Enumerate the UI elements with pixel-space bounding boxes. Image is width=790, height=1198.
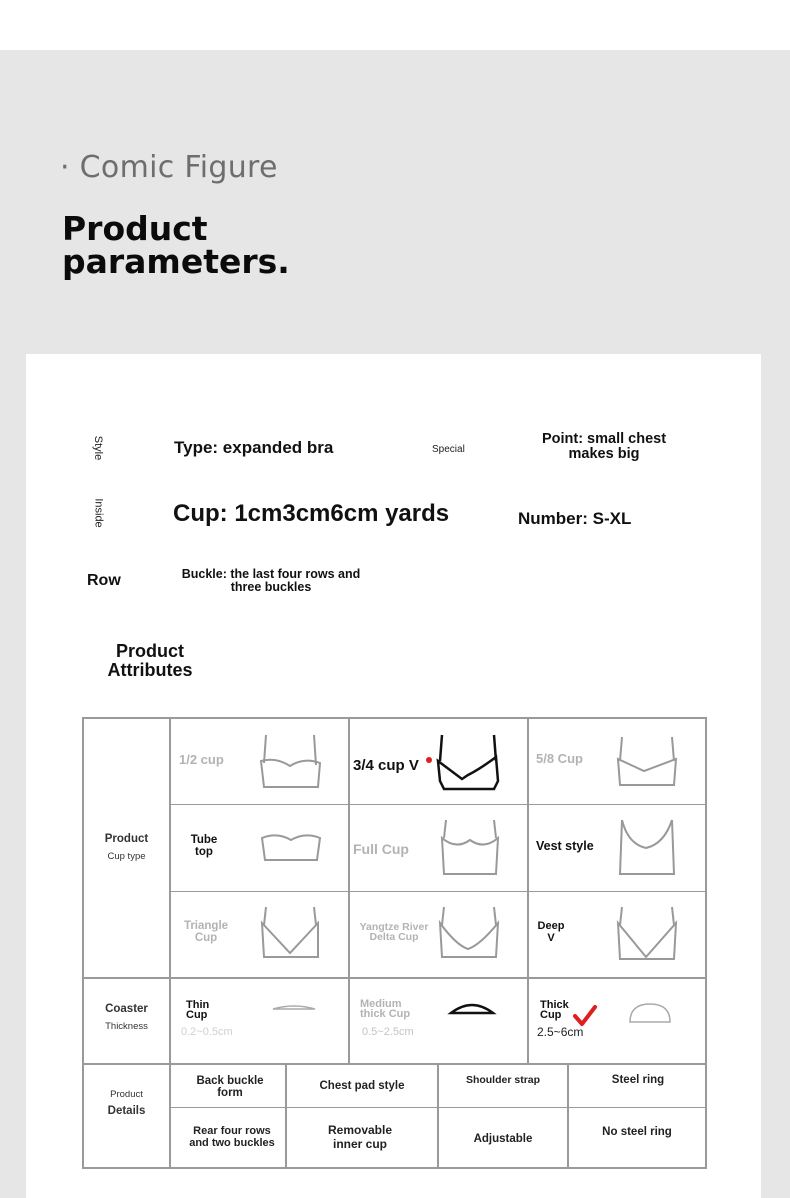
vest-style-label: Vest style [536,839,594,853]
deep-v-bra-icon [614,905,680,963]
coaster-label: Coaster [105,1003,148,1015]
triangle-cup-bra-icon [258,905,324,963]
special-label: Special [432,444,465,455]
detail-header-buckle: Back buckle form [196,1075,264,1099]
details-label: Product [110,1089,143,1100]
five-eighths-cup-bra-icon [614,735,680,789]
detail-value-strap: Adjustable [473,1133,533,1145]
thin-pad-icon [271,1002,317,1012]
medium-cup-range: 0.5~2.5cm [362,1026,414,1038]
full-cup-bra-icon [438,818,502,878]
coaster-header [84,1003,169,1032]
deep-v-label: Deep V [537,920,565,944]
triangle-cup-label: Triangle Cup [183,920,229,944]
cup-three-quarter-label: 3/4 cup V [353,757,419,774]
details-header [84,1089,169,1117]
medium-cup-label: Medium thick Cup [360,998,411,1020]
inside-label: Inside [92,498,105,528]
half-cup-bra-icon [258,733,324,791]
thin-cup-label: Thin Cup [186,999,210,1021]
coaster-sublabel: Thickness [105,1021,148,1032]
cup-type-sublabel: Cup type [107,851,146,862]
yangtze-cup-bra-icon [436,905,502,963]
detail-header-ring: Steel ring [611,1074,665,1086]
number-spec: Number: S-XL [518,509,632,528]
cup-five-eighths-label: 5/8 Cup [536,751,583,766]
detail-header-pad: Chest pad style [319,1080,405,1092]
three-quarter-cup-bra-icon [436,733,502,791]
thin-cup-range: 0.2~0.5cm [181,1026,233,1038]
row-label: Row [87,572,121,589]
attributes-title: Product Attributes [107,641,193,680]
full-cup-label: Full Cup [353,841,409,857]
type-spec: Type: expanded bra [174,438,334,457]
tube-top-bra-icon [259,832,323,864]
cup-spec: Cup: 1cm3cm6cm yards [173,500,450,527]
cup-type-header [84,833,169,862]
detail-header-strap: Shoulder strap [465,1074,541,1086]
page-title: Product parameters. [62,209,290,281]
details-sublabel: Details [107,1105,146,1117]
header-subtitle: · Comic Figure [60,150,278,185]
medium-pad-icon [449,1000,495,1016]
detail-value-pad: Removable inner cup [327,1123,393,1151]
top-strip [0,0,790,50]
thick-cup-label: Thick Cup [540,999,569,1021]
tube-top-label: Tube top [190,834,218,858]
yangtze-cup-label: Yangtze River Delta Cup [359,921,429,943]
selected-dot-icon [425,756,433,764]
cup-half-label: 1/2 cup [179,752,224,767]
detail-value-buckle: Rear four rows and two buckles [189,1125,275,1149]
detail-value-ring: No steel ring [602,1126,672,1138]
vest-style-bra-icon [614,818,680,878]
point-spec: Point: small chest makes big [541,431,667,462]
buckle-spec: Buckle: the last four rows and three buckles [181,567,361,594]
style-label: Style [92,435,105,461]
thick-pad-icon [627,1002,673,1024]
cup-type-label: Product [104,833,149,845]
thick-cup-range: 2.5~6cm [537,1025,584,1039]
